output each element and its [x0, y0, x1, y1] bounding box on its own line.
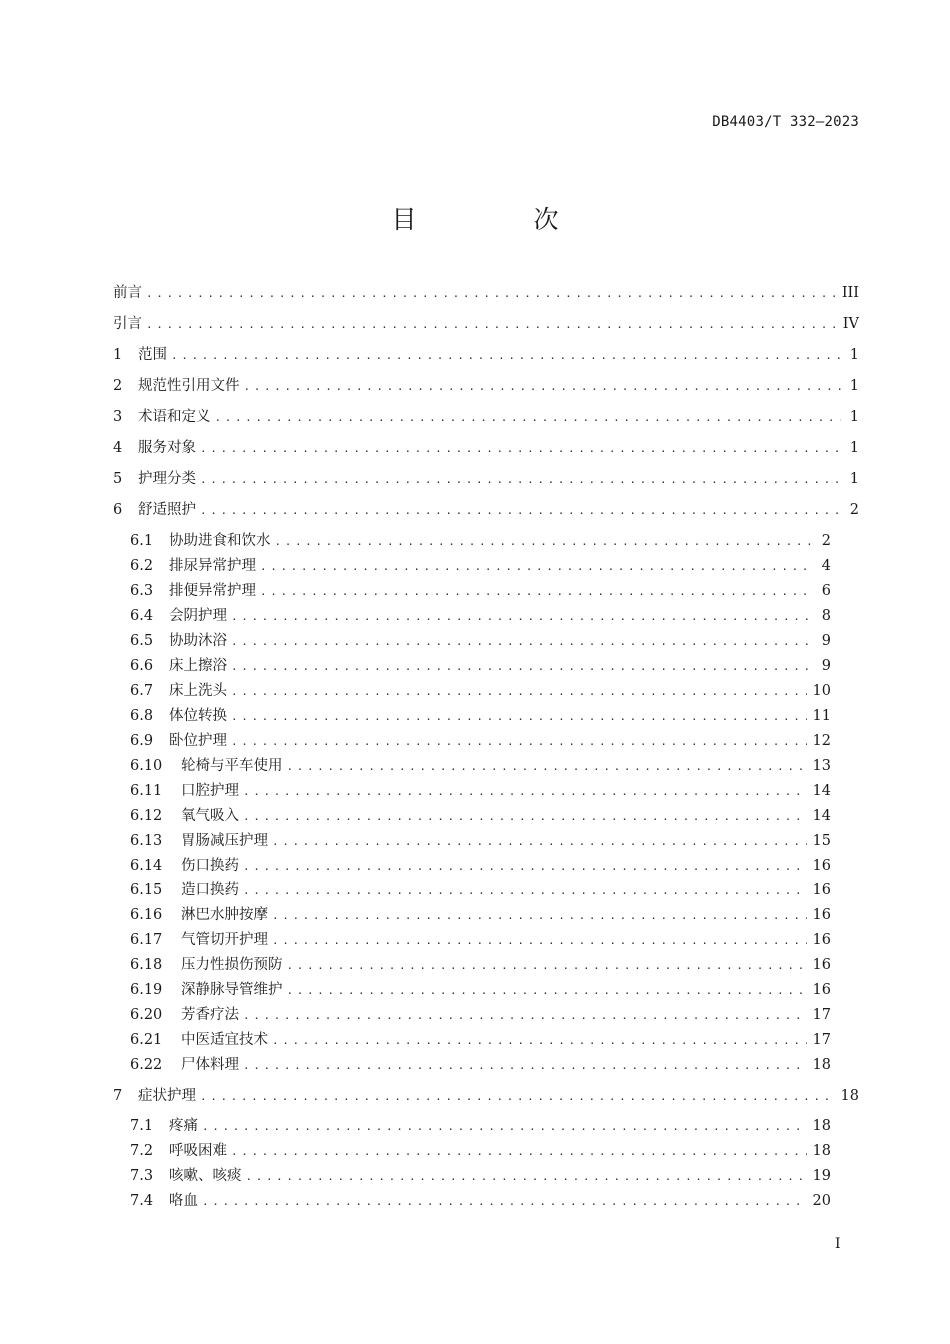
toc-entry-number: 4 — [113, 440, 123, 456]
toc-dot-leader — [231, 1142, 807, 1162]
toc-dot-leader — [231, 732, 807, 752]
toc-entry[interactable] — [113, 469, 859, 489]
toc-dot-leader — [260, 582, 813, 602]
toc-entry-label: 规范性引用文件 — [138, 378, 240, 394]
toc-entry-page: 8 — [821, 608, 831, 624]
toc-entry-number: 6.15 — [130, 882, 163, 898]
toc-entry-label: 淋巴水肿按摩 — [181, 907, 268, 923]
toc-entry[interactable] — [113, 407, 859, 427]
toc-entry[interactable] — [113, 376, 859, 396]
toc-entry[interactable] — [113, 1086, 859, 1106]
toc-entry[interactable] — [130, 781, 831, 801]
toc-entry[interactable] — [113, 314, 859, 334]
toc-entry-label: 疼痛 — [169, 1118, 198, 1134]
toc-entry-label: 轮椅与平车使用 — [181, 758, 283, 774]
toc-entry[interactable] — [130, 1191, 831, 1211]
table-of-contents — [113, 0, 859, 1344]
toc-entry[interactable] — [130, 556, 831, 576]
toc-entry[interactable] — [130, 681, 831, 701]
toc-entry-page: 10 — [812, 683, 831, 699]
page-title: 目 次 — [391, 205, 605, 234]
toc-entry-label: 氧气吸入 — [181, 808, 239, 824]
toc-entry-label: 会阴护理 — [169, 608, 227, 624]
document-code: DB4403/T 332—2023 — [712, 114, 859, 130]
toc-entry[interactable] — [130, 905, 831, 925]
toc-entry-page: 9 — [821, 658, 831, 674]
toc-entry-page: 17 — [812, 1007, 831, 1023]
toc-entry[interactable] — [130, 1116, 831, 1136]
toc-entry-page: 13 — [812, 758, 831, 774]
toc-entry-label: 咳嗽、咳痰 — [169, 1168, 242, 1184]
toc-entry-label: 服务对象 — [138, 440, 196, 456]
toc-entry[interactable] — [130, 731, 831, 751]
toc-entry-page: 14 — [812, 783, 831, 799]
toc-entry-number: 6.17 — [130, 932, 163, 948]
toc-dot-leader — [246, 1167, 807, 1187]
toc-entry-page: 18 — [812, 1057, 831, 1073]
toc-entry-number: 6.5 — [130, 633, 154, 649]
toc-dot-leader — [243, 807, 807, 827]
toc-entry-label: 咯血 — [169, 1193, 198, 1209]
toc-entry[interactable] — [130, 756, 831, 776]
toc-entry[interactable] — [130, 531, 831, 551]
toc-entry-page: 11 — [812, 708, 831, 724]
toc-dot-leader — [231, 682, 807, 702]
toc-entry[interactable] — [113, 283, 859, 303]
toc-dot-leader — [202, 1192, 807, 1212]
toc-entry-label: 引言 — [113, 316, 142, 332]
toc-entry[interactable] — [130, 706, 831, 726]
toc-dot-leader — [272, 906, 807, 926]
toc-dot-leader — [243, 782, 807, 802]
toc-entry-number: 6.16 — [130, 907, 163, 923]
toc-entry-label: 伤口换药 — [181, 858, 239, 874]
toc-dot-leader — [146, 284, 836, 304]
toc-entry-number: 2 — [113, 378, 123, 394]
toc-entry[interactable] — [130, 880, 831, 900]
toc-entry-number: 6.12 — [130, 808, 163, 824]
toc-entry[interactable] — [130, 930, 831, 950]
toc-entry-label: 气管切开护理 — [181, 932, 268, 948]
toc-dot-leader — [287, 981, 807, 1001]
toc-entry[interactable] — [130, 980, 831, 1000]
toc-dot-leader — [146, 315, 837, 335]
toc-entry[interactable] — [130, 656, 831, 676]
toc-entry[interactable] — [130, 856, 831, 876]
toc-entry[interactable] — [130, 831, 831, 851]
toc-entry-label: 护理分类 — [138, 471, 196, 487]
toc-entry-number: 6.18 — [130, 957, 163, 973]
toc-dot-leader — [260, 557, 813, 577]
toc-entry-number: 6.14 — [130, 858, 163, 874]
toc-entry-page: 16 — [812, 907, 831, 923]
toc-entry-number: 6.4 — [130, 608, 154, 624]
toc-dot-leader — [244, 377, 842, 397]
toc-entry-page: 15 — [812, 833, 831, 849]
toc-dot-leader — [272, 832, 807, 852]
toc-entry-label: 胃肠减压护理 — [181, 833, 268, 849]
toc-entry-number: 6.20 — [130, 1007, 163, 1023]
toc-dot-leader — [243, 1006, 807, 1026]
toc-entry-label: 前言 — [113, 285, 142, 301]
toc-entry-label: 排尿异常护理 — [169, 558, 256, 574]
toc-entry[interactable] — [130, 1030, 831, 1050]
toc-entry-page: 4 — [821, 558, 831, 574]
toc-entry-label: 芳香疗法 — [181, 1007, 239, 1023]
toc-dot-leader — [200, 439, 841, 459]
toc-entry-label: 症状护理 — [138, 1088, 196, 1104]
toc-entry[interactable] — [113, 500, 859, 520]
toc-entry-label: 尸体料理 — [181, 1057, 239, 1073]
toc-entry-label: 协助进食和饮水 — [169, 533, 271, 549]
toc-dot-leader — [171, 346, 841, 366]
toc-entry-label: 体位转换 — [169, 708, 227, 724]
toc-entry-number: 7.2 — [130, 1143, 154, 1159]
toc-entry-number: 6.6 — [130, 658, 154, 674]
toc-entry-page: 18 — [812, 1118, 831, 1134]
toc-entry-number: 6.22 — [130, 1057, 163, 1073]
toc-dot-leader — [287, 956, 807, 976]
toc-entry-number: 6.2 — [130, 558, 154, 574]
toc-entry-page: IV — [842, 316, 859, 332]
toc-entry-label: 床上擦浴 — [169, 658, 227, 674]
toc-entry-number: 6.19 — [130, 982, 163, 998]
toc-entry[interactable] — [113, 345, 859, 365]
toc-entry-label: 呼吸困难 — [169, 1143, 227, 1159]
toc-entry-number: 6.1 — [130, 533, 154, 549]
toc-entry-label: 协助沐浴 — [169, 633, 227, 649]
toc-entry-label: 范围 — [138, 347, 167, 363]
toc-entry-number: 7.1 — [130, 1118, 154, 1134]
toc-dot-leader — [272, 931, 807, 951]
toc-entry-number: 6 — [113, 502, 123, 518]
toc-dot-leader — [215, 408, 842, 428]
toc-entry[interactable] — [130, 955, 831, 975]
toc-entry-label: 术语和定义 — [138, 409, 211, 425]
toc-entry-page: 16 — [812, 858, 831, 874]
toc-entry-page: III — [841, 285, 859, 301]
toc-entry-number: 6.13 — [130, 833, 163, 849]
toc-dot-leader — [200, 470, 841, 490]
toc-entry-label: 床上洗头 — [169, 683, 227, 699]
toc-dot-leader — [202, 1117, 807, 1137]
toc-dot-leader — [200, 501, 841, 521]
toc-dot-leader — [272, 1031, 807, 1051]
toc-entry-page: 16 — [812, 957, 831, 973]
toc-entry-number: 3 — [113, 409, 123, 425]
toc-entry-page: 16 — [812, 982, 831, 998]
toc-entry-label: 口腔护理 — [181, 783, 239, 799]
toc-entry[interactable] — [130, 581, 831, 601]
toc-dot-leader — [231, 657, 813, 677]
toc-entry-page: 20 — [812, 1193, 831, 1209]
toc-entry-page: 17 — [812, 1032, 831, 1048]
toc-dot-leader — [287, 757, 807, 777]
toc-dot-leader — [243, 881, 807, 901]
toc-entry-label: 压力性损伤预防 — [181, 957, 283, 973]
toc-entry[interactable] — [113, 438, 859, 458]
toc-entry-page: 9 — [821, 633, 831, 649]
toc-entry-number: 1 — [113, 347, 123, 363]
toc-entry-page: 2 — [821, 533, 831, 549]
toc-entry-label: 舒适照护 — [138, 502, 196, 518]
toc-entry[interactable] — [130, 1055, 831, 1075]
toc-entry-page: 18 — [812, 1143, 831, 1159]
toc-entry-page: 14 — [812, 808, 831, 824]
toc-entry-page: 1 — [849, 440, 859, 456]
toc-entry-page: 16 — [812, 882, 831, 898]
toc-entry-page: 1 — [849, 347, 859, 363]
toc-entry[interactable] — [130, 1005, 831, 1025]
toc-entry-number: 6.9 — [130, 733, 154, 749]
toc-entry-label: 中医适宜技术 — [181, 1032, 268, 1048]
toc-entry[interactable] — [130, 1166, 831, 1186]
toc-entry[interactable] — [130, 806, 831, 826]
toc-entry-page: 16 — [812, 932, 831, 948]
toc-entry-number: 6.21 — [130, 1032, 163, 1048]
toc-entry-number: 6.7 — [130, 683, 154, 699]
toc-entry-number: 5 — [113, 471, 123, 487]
toc-dot-leader — [275, 532, 814, 552]
toc-entry-number: 7.3 — [130, 1168, 154, 1184]
toc-entry-page: 19 — [812, 1168, 831, 1184]
toc-entry-label: 深静脉导管维护 — [181, 982, 283, 998]
toc-entry-number: 6.11 — [130, 783, 163, 799]
toc-entry[interactable] — [130, 1141, 831, 1161]
toc-entry-page: 6 — [821, 583, 831, 599]
toc-entry-number: 6.8 — [130, 708, 154, 724]
toc-dot-leader — [231, 632, 813, 652]
toc-dot-leader — [231, 707, 807, 727]
toc-entry-page: 1 — [849, 409, 859, 425]
footer-page-number: I — [835, 1236, 841, 1252]
toc-dot-leader — [243, 857, 807, 877]
toc-entry-page: 1 — [849, 378, 859, 394]
toc-dot-leader — [231, 607, 813, 627]
toc-entry-number: 7.4 — [130, 1193, 154, 1209]
toc-dot-leader — [243, 1056, 807, 1076]
toc-entry-number: 6.10 — [130, 758, 163, 774]
toc-entry-page: 1 — [849, 471, 859, 487]
toc-entry-number: 6.3 — [130, 583, 154, 599]
toc-entry-page: 12 — [812, 733, 831, 749]
toc-entry[interactable] — [130, 606, 831, 626]
toc-entry-page: 18 — [840, 1088, 859, 1104]
toc-entry-label: 卧位护理 — [169, 733, 227, 749]
toc-entry-number: 7 — [113, 1088, 123, 1104]
toc-dot-leader — [200, 1087, 835, 1107]
toc-entry[interactable] — [130, 631, 831, 651]
toc-entry-label: 排便异常护理 — [169, 583, 256, 599]
toc-entry-page: 2 — [849, 502, 859, 518]
toc-entry-label: 造口换药 — [181, 882, 239, 898]
